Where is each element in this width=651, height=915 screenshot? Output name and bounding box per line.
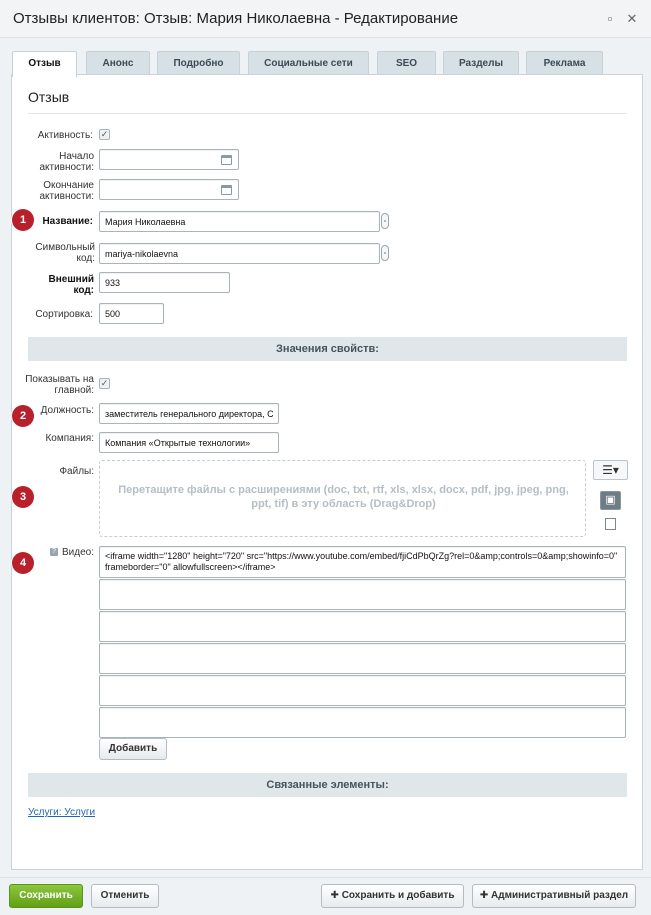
callout-badge-3: 3 <box>12 486 34 508</box>
list-menu-button[interactable]: ☰▾ <box>593 460 628 480</box>
position-label: Должность: <box>40 405 94 416</box>
form-panel <box>11 74 643 870</box>
video-label-wrap <box>22 547 94 558</box>
plus-icon: ✚ <box>479 890 491 901</box>
window-title: Отзывы клиентов: Отзыв: Мария Николаевна - Редактирование <box>13 10 459 27</box>
save-and-add-button[interactable] <box>321 884 464 908</box>
video-textarea-4[interactable] <box>99 643 626 674</box>
help-icon[interactable]: ? <box>50 548 58 556</box>
sort-label: Сортировка: <box>35 309 93 320</box>
admin-section-button[interactable] <box>472 884 636 908</box>
tab-social[interactable]: Социальные сети <box>248 51 369 75</box>
company-input[interactable]: Компания «Открытые технологии» <box>99 432 279 453</box>
chain-link-icon[interactable] <box>381 245 389 261</box>
linked-elements-header: Связанные элементы: <box>28 773 627 797</box>
tab-preview[interactable]: Анонс <box>86 51 150 75</box>
code-label-line1: Символьный <box>35 242 95 253</box>
chain-link-icon[interactable] <box>381 213 389 229</box>
dropzone-text: Перетащите файлы с расширениями (doc, txt, rtf, xls, xlsx, docx, pdf, jpg, jpeg, png, ppt, tif) в эту область (Drag&Drop) <box>118 484 569 510</box>
callout-badge-4: 4 <box>12 552 34 574</box>
cancel-button[interactable]: Отменить <box>91 884 159 908</box>
xml-id-input[interactable]: 933 <box>99 272 230 293</box>
name-label: Название: <box>42 216 93 227</box>
start-date-input[interactable] <box>99 149 239 170</box>
tab-review[interactable]: Отзыв <box>12 51 77 77</box>
window-titlebar <box>0 0 651 38</box>
active-checkbox[interactable]: ✓ <box>100 129 109 139</box>
add-video-button[interactable]: Добавить <box>99 738 167 760</box>
video-textarea-1[interactable]: <iframe width="1280" height="720" src="https://www.youtube.com/embed/fjiCdPbQrZg?rel=0&amp;controls=0&amp;showinfo=0" frameborder="0" allowfullscreen></iframe> <box>99 546 626 578</box>
divider <box>28 113 626 114</box>
tab-details[interactable]: Подробно <box>157 51 240 75</box>
callout-badge-1: 1 <box>12 209 34 231</box>
tab-sections[interactable]: Разделы <box>443 51 519 75</box>
services-link[interactable]: Услуги: Услуги <box>28 807 96 818</box>
file-icon[interactable] <box>605 518 616 530</box>
start-label-line1: Начало <box>59 151 94 162</box>
files-label: Файлы: <box>59 466 94 477</box>
show-main-checkbox[interactable]: ✓ <box>100 378 109 388</box>
xml-id-label-line1: Внешний <box>48 274 94 285</box>
admin-section-label: Административный раздел <box>491 890 629 901</box>
properties-header: Значения свойств: <box>28 337 627 361</box>
xml-id-label-line2: код: <box>73 285 94 296</box>
image-icon[interactable]: ▣ <box>600 491 621 510</box>
save-button[interactable]: Сохранить <box>9 884 83 908</box>
name-input[interactable]: Мария Николаевна <box>99 211 380 232</box>
video-textarea-2[interactable] <box>99 579 626 610</box>
file-dropzone[interactable] <box>99 460 586 537</box>
show-main-label-line1: Показывать на <box>25 374 94 385</box>
tab-seo[interactable]: SEO <box>377 51 436 75</box>
video-textarea-3[interactable] <box>99 611 626 642</box>
end-date-input[interactable] <box>99 179 239 200</box>
sort-input[interactable]: 500 <box>99 303 164 324</box>
end-label-line1: Окончание <box>43 180 94 191</box>
active-label: Активность: <box>37 130 93 141</box>
code-label-line2: код: <box>76 253 95 264</box>
close-icon[interactable]: ✕ <box>626 11 638 26</box>
plus-icon: ✚ <box>330 890 342 901</box>
video-label: Видео: <box>62 547 94 558</box>
end-label-line2: активности: <box>39 191 94 202</box>
callout-badge-2: 2 <box>12 405 34 427</box>
video-textarea-5[interactable] <box>99 675 626 706</box>
section-title: Отзыв <box>28 89 70 105</box>
save-and-add-label: Сохранить и добавить <box>341 890 455 901</box>
position-input[interactable]: заместитель генерального директора, С <box>99 403 279 424</box>
company-label: Компания: <box>45 433 94 444</box>
video-textarea-6[interactable] <box>99 707 626 738</box>
calendar-icon[interactable] <box>221 185 232 195</box>
code-input[interactable]: mariya-nikolaevna <box>99 243 380 264</box>
tab-ads[interactable]: Реклама <box>526 51 603 75</box>
footer-separator <box>0 877 651 878</box>
start-label-line2: активности: <box>39 162 94 173</box>
maximize-icon[interactable]: ▫ <box>607 11 613 26</box>
calendar-icon[interactable] <box>221 155 232 165</box>
show-main-label-line2: главной: <box>54 385 94 396</box>
